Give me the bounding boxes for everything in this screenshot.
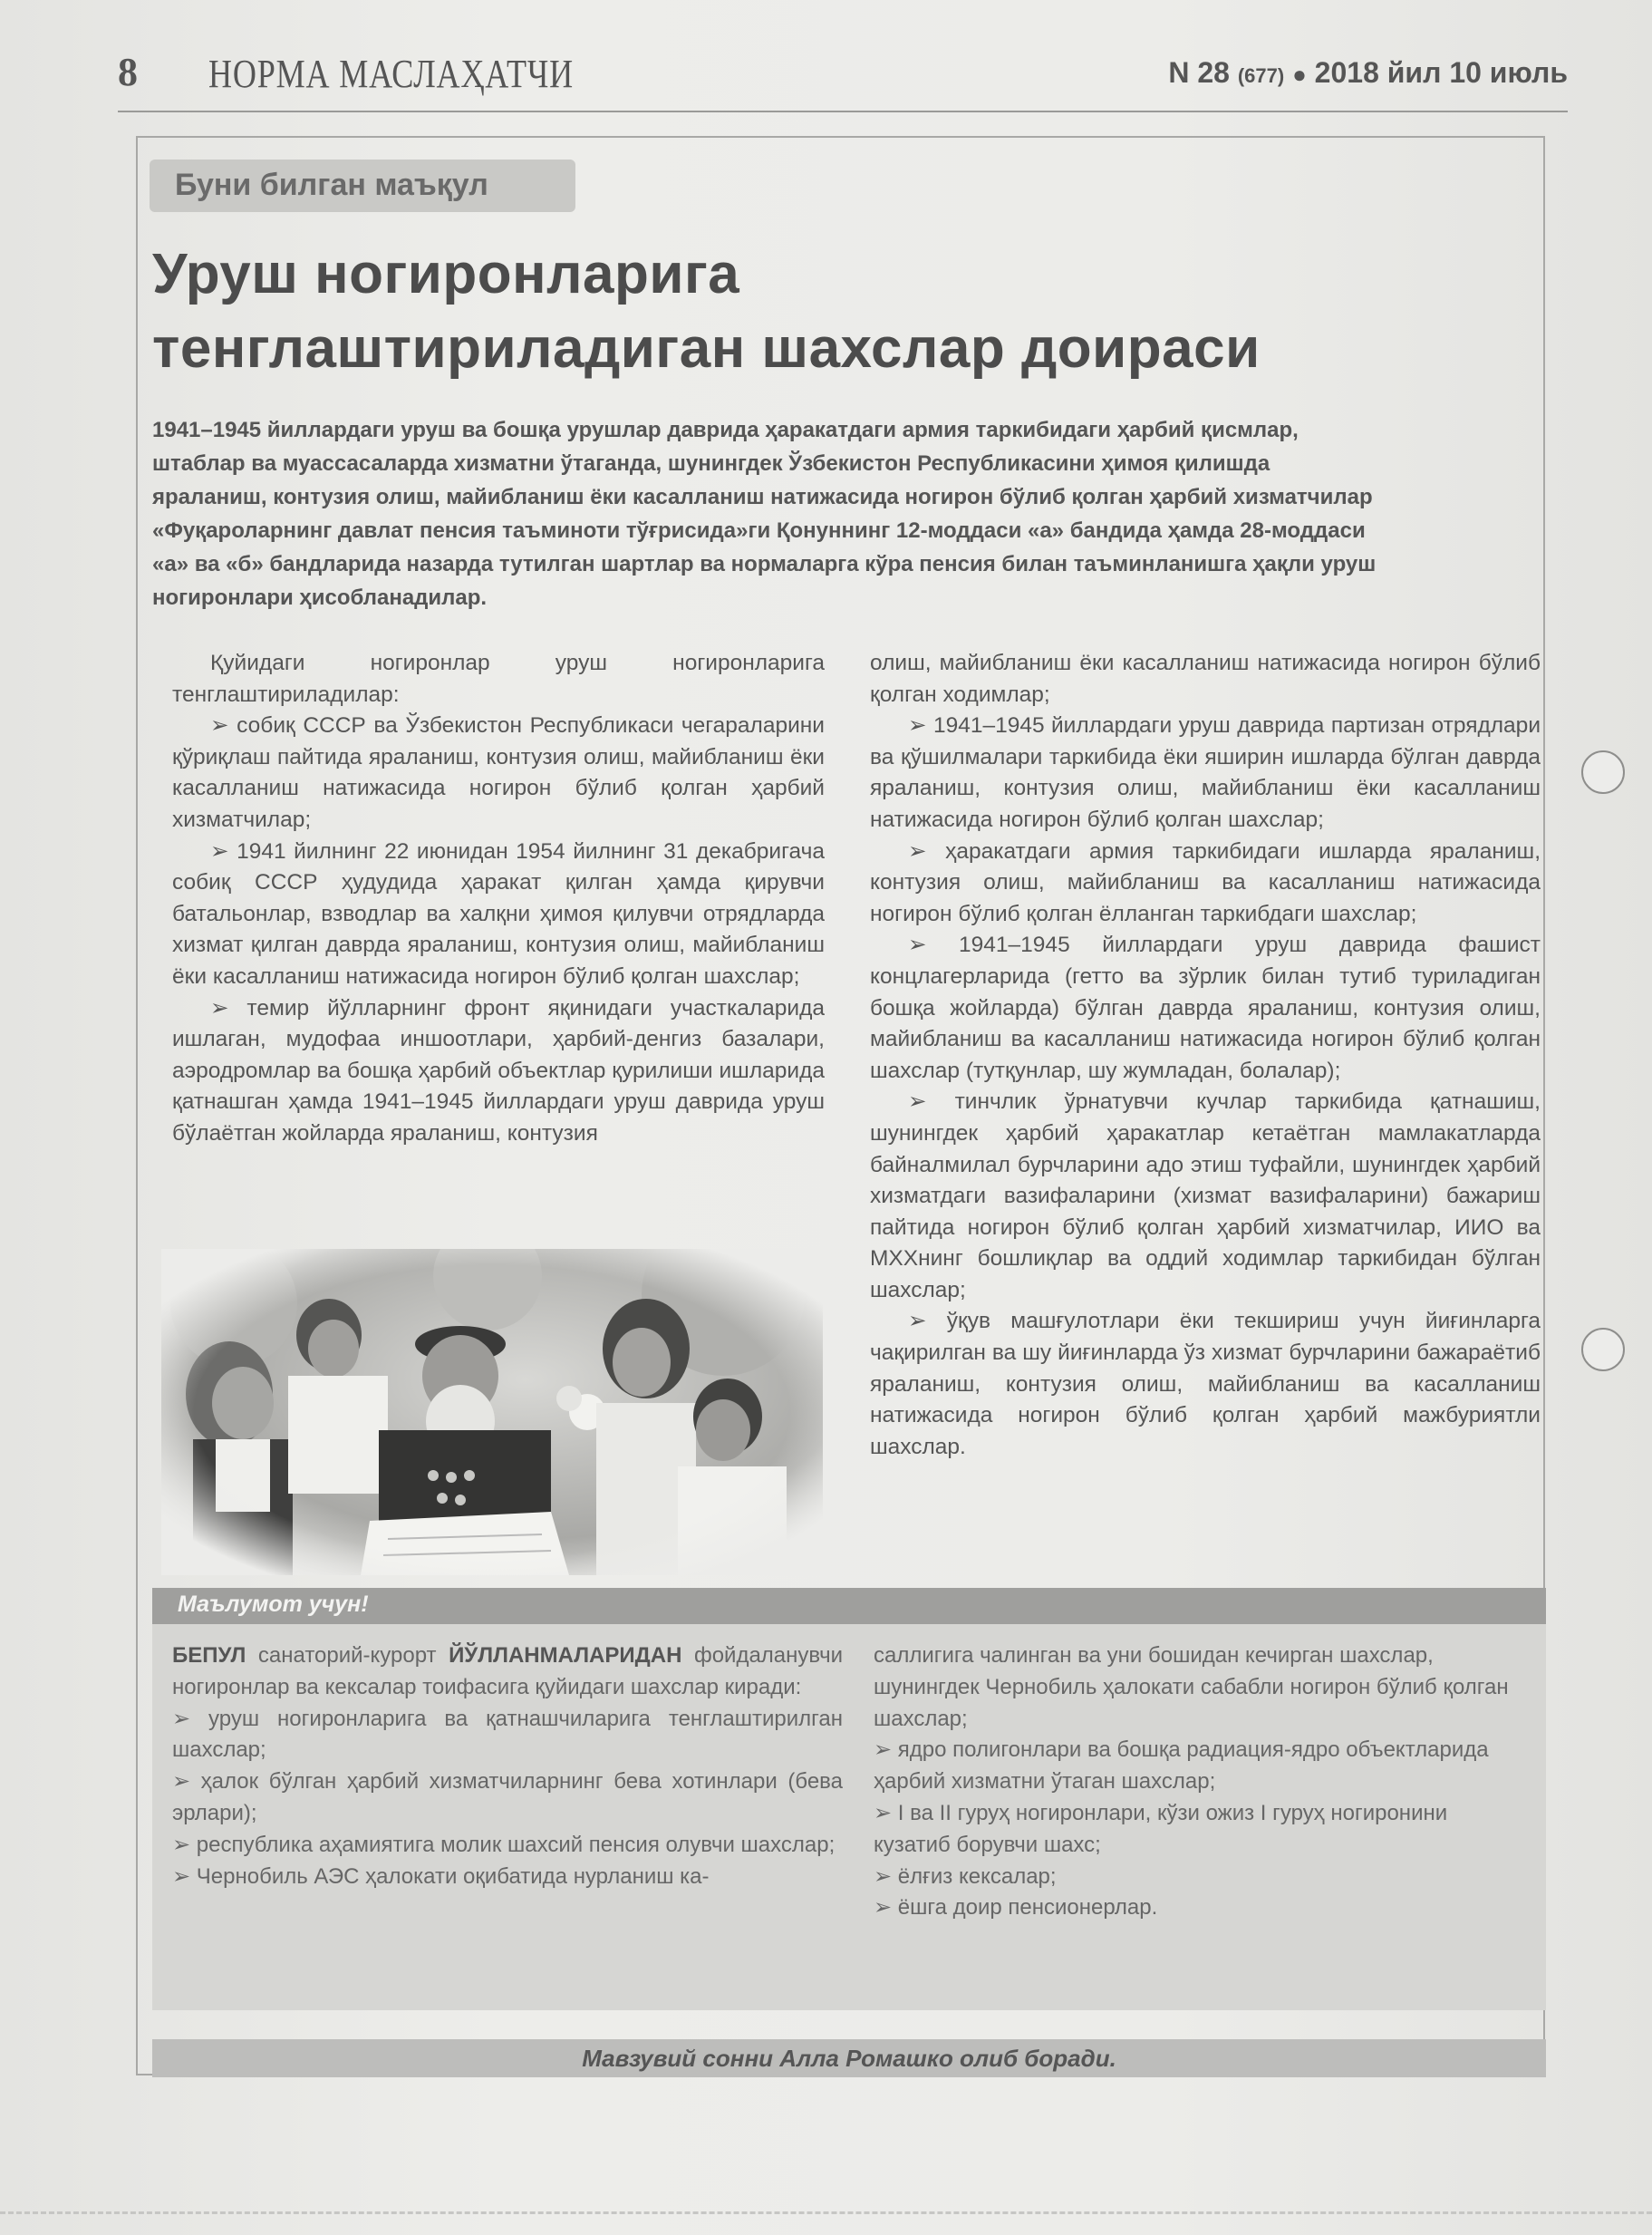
info-item: ➢ республика аҳамиятига молик шахсий пенсия олувчи шахслар; [172, 1832, 836, 1857]
info-box-title: Маълумот учун! [178, 1592, 369, 1617]
headline-line-2: тенглаштириладиган шахслар доираси [152, 317, 1261, 380]
info-item: ➢ ҳалок бўлган ҳарбий хизматчиларнинг бева хотинлари (бева эрлари); [172, 1769, 843, 1825]
info-item: ➢ Чернобиль АЭС ҳалокати оқибатида нурланиш ка- [172, 1863, 710, 1889]
paragraph: ➢ собиқ СССР ва Ўзбекистон Республикаси чегараларини қўриқлаш пайтида яраланиш, контузия олиш, майибланиш ёки касалланиш натижасида ногирон бўлиб қолган ҳарбий хизматчилар; [172, 713, 825, 832]
paragraph: ➢ ҳаракатдаги армия таркибидаги ишларда яраланиш, контузия олиш, майибланиш ва касалланиш натижасида ногирон бўлиб қолган ёлланган таркибдаги шахслар; [870, 838, 1541, 926]
info-intro-bold: ЙЎЛЛАНМАЛАРИДАН [449, 1643, 682, 1668]
byline-text: Мавзувий сонни Алла Ромашко олиб боради. [582, 2045, 1116, 2072]
issue-date: 2018 йил 10 июль [1314, 56, 1568, 89]
info-intro-text: санаторий-курорт [246, 1643, 449, 1668]
article-headline [152, 237, 1261, 386]
info-column-right [874, 1640, 1522, 1924]
rubric-label [150, 160, 575, 212]
byline-bar [152, 2039, 1546, 2077]
article-column-left [172, 648, 825, 1150]
info-item: ➢ ёшга доир пенсионерлар. [874, 1895, 1158, 1921]
info-item: ➢ I ва II гуруҳ ногиронлари, кўзи ожиз I гуруҳ ногиронини кузатиб борувчи шахс; [874, 1800, 1448, 1857]
page-number: 8 [118, 50, 138, 94]
info-item: ➢ ядро полигонлари ва бошқа радиация-ядро объектларида ҳарбий хизматни ўтаган шахслар; [874, 1737, 1489, 1795]
paragraph: ➢ 1941–1945 йиллардаги уруш даврида партизан отрядлари ва қўшилмалари таркибида ёки яширин ишларда бўлган даврда яраланиш, контузия олиш, майибланиш ёки касалланиш натижасида ногирон бўлиб қолган шахслар; [870, 713, 1541, 832]
info-item: ➢ уруш ногиронларига ва қатнашчиларига тенглаштирилган шахслар; [172, 1706, 843, 1763]
paragraph: ➢ 1941 йилнинг 22 июнидан 1954 йилнинг 31 декабригача собиқ СССР ҳудудида ҳаракат қилган ҳамда қирувчи батальонлар, взводлар ва халқни ҳимоя қилувчи отрядларда хизмат қилган даврда яраланиш, контузия олиш, майибланиш ёки касалланиш натижасида ногирон бўлиб қолган шахслар; [172, 838, 825, 989]
article-lead: 1941–1945 йиллардаги уруш ва бошқа урушлар даврида ҳаракатдаги армия таркибидаги ҳарбий қисмлар, штаблар ва муассасаларда хизматни ўтаганда, шунингдек Ўзбекистон Республикасини ҳимоя қилишда яраланиш, контузия олиш, майибланиш ёки касалланиш натижасида ногирон бўлиб қолган ҳарбий хизматчилар «Фуқароларнинг давлат пенсия таъминоти тўғрисида»ги Қонуннинг 12-моддаси «а» бандида ҳамда 28-моддаси «а» ва «б» бандларида назарда тутилган шартлар ва нормаларга кўра пенсия билан таъминланишга ҳақли уруш ногиронлари ҳисобланадилар. [152, 418, 1377, 610]
issue-number: N 28 [1168, 56, 1230, 89]
issue-total: (677) [1237, 64, 1285, 87]
paragraph: Қуйидаги ногиронлар уруш ногиронларига тенглаштириладилар: [172, 651, 825, 707]
veteran-with-children-photo [161, 1249, 823, 1575]
binder-hole-icon [1581, 750, 1625, 794]
info-column-left [172, 1640, 843, 1892]
info-intro-bold: БЕПУЛ [172, 1643, 246, 1668]
masthead [118, 44, 1568, 107]
headline-line-1: Уруш ногиронларига [152, 243, 740, 305]
paragraph: ➢ тинчлик ўрнатувчи кучлар таркибида қатнашиш, шунингдек ҳарбий ҳаракатлар кетаётган мамлакатларда байналмилал бурчларини адо этиш туфайли, шунингдек ҳарбий хизматдаги вазифаларини (хизмат вазифаларини) бажариш пайтида ногирон бўлиб қолган ҳарбий хизматчилар, ИИО ва МХХнинг бошлиқлар ва оддий ходимлар таркибидан бўлган шахслар; [870, 1089, 1541, 1302]
article-column-right [870, 648, 1541, 1463]
publication-name: НОРМА МАСЛАҲАТЧИ [208, 52, 574, 96]
info-box-header [152, 1588, 1546, 1624]
info-item: саллигига чалинган ва уни бошидан кечирган шахслар, шунингдек Чернобиль ҳалокати сабабли ногирон бўлиб қолган шахслар; [874, 1643, 1509, 1731]
masthead-rule [118, 111, 1568, 112]
paragraph: ➢ ўқув машғулотлари ёки текшириш учун йиғинларга чақирилган ва шу йиғинларда ўз хизмат бурчларини бажараётиб яраланиш, контузия олиш, майибланиш ва касалланиш натижасида ногирон бўлиб қолган ҳарбий мажбуриятли шахслар. [870, 1309, 1541, 1459]
binder-hole-icon [1581, 1328, 1625, 1371]
info-intro-text: фойдаланувчи ногиронлар ва кексалар тоифасига қуйидаги шахслар киради: [172, 1643, 843, 1699]
issue-info [1168, 56, 1568, 90]
bullet-icon: ● [1292, 61, 1307, 88]
paragraph: олиш, майибланиш ёки касалланиш натижасида ногирон бўлиб қолган ходимлар; [870, 651, 1541, 707]
info-intro [172, 1640, 843, 1704]
rubric-text: Буни билган маъқул [175, 168, 488, 202]
page-edge-divider [0, 2211, 1652, 2214]
paragraph: ➢ темир йўлларнинг фронт яқинидаги участкаларида ишлаган, мудофаа иншоотлари, ҳарбий-денгиз базалари, аэродромлар ва бошқа ҳарбий объектлар қурилиши ишларида қатнашган ҳамда 1941–1945 йиллардаги уруш даврида уруш бўлаётган жойларда яраланиш, контузия [172, 995, 825, 1146]
info-item: ➢ ёлғиз кексалар; [874, 1863, 1057, 1889]
paragraph: ➢ 1941–1945 йиллардаги уруш даврида фашист концлагерларида (гетто ва зўрлик билан тутиб туриладиган бошқа жойларда) бўлган даврда яраланиш, контузия олиш, майибланиш ва касалланиш натижасида ногирон бўлиб қолган шахслар (тутқунлар, шу жумладан, болалар); [870, 933, 1541, 1083]
info-box [152, 1588, 1546, 2010]
